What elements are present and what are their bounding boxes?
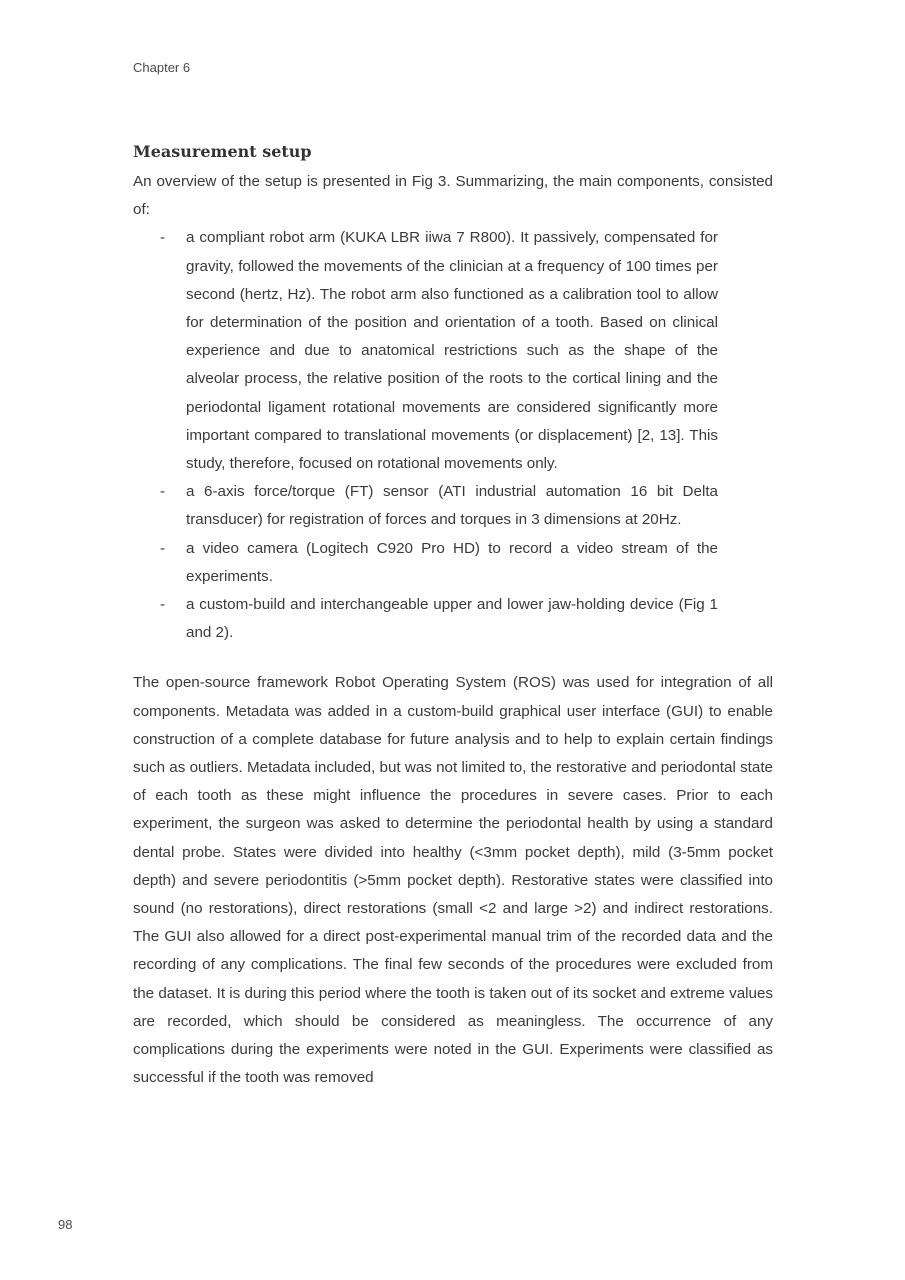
section-heading: Measurement setup: [133, 142, 312, 161]
list-marker: -: [160, 539, 166, 557]
list-item-text: a 6-axis force/torque (FT) sensor (ATI industrial automation 16 bit Delta transducer) for registration of forces and torques in 3 dimensions at 20Hz.: [186, 483, 718, 529]
body-paragraph: The open-source framework Robot Operating System (ROS) was used for integration of all components. Metadata was added in a custom-build graphical user interface (GUI) to enable construction of a complete database for future analysis and to help to explain certain findings such as outliers. Metadata included, but was not limited to, the restorative and periodontal state of each tooth as these might influence the procedures in severe cases. Prior to each experiment, the surgeon was asked to determine the periodontal health by using a standard dental probe. States were divided into healthy (<3mm pocket depth), mild (3-5mm pocket depth) and severe periodontitis (>5mm pocket depth). Restorative states were classified into sound (no restorations), direct restorations (small <2 and large >2) and indirect restorations. The GUI also allowed for a direct post-experimental manual trim of the recorded data and the recording of any complications. The final few seconds of the procedures were excluded from the dataset. It is during this period where the tooth is taken out of its socket and extreme values are recorded, which should be considered as meaningless. The occurrence of any complications during the experiments were noted in the GUI. Experiments were classified as successful if the tooth was removed: [133, 674, 773, 1087]
list-marker: -: [160, 483, 166, 501]
paragraph-spacer: [133, 647, 773, 669]
components-list: [133, 224, 773, 647]
list-item: [160, 478, 718, 534]
running-header: Chapter 6: [133, 60, 191, 75]
list-item-text: a video camera (Logitech C920 Pro HD) to record a video stream of the experiments.: [186, 539, 718, 585]
list-item: [160, 535, 718, 591]
list-item-text: a compliant robot arm (KUKA LBR iiwa 7 R800). It passively, compensated for gravity, followed the movements of the clinician at a frequency of 100 times per second (hertz, Hz). The robot arm also functioned as a calibration tool to allow for determination of the position and orientation of a tooth. Based on clinical experience and due to anatomical restrictions such as the shape of the alveolar process, the relative position of the roots to the cortical lining and the periodontal ligament rotational movements are considered significantly more important compared to translational movements (or displacement) [2, 13]. This study, therefore, focused on rotational movements only.: [186, 229, 718, 473]
main-content: [133, 140, 773, 1093]
list-marker: -: [160, 596, 166, 614]
list-item-text: a custom-build and interchangeable upper and lower jaw-holding device (Fig 1 and 2).: [186, 596, 718, 642]
list-item: [160, 591, 718, 647]
list-marker: -: [160, 229, 166, 247]
intro-paragraph: An overview of the setup is presented in Fig 3. Summarizing, the main components, consisted of:: [133, 173, 773, 219]
page-number: 98: [58, 1217, 73, 1232]
list-item: [160, 224, 718, 478]
